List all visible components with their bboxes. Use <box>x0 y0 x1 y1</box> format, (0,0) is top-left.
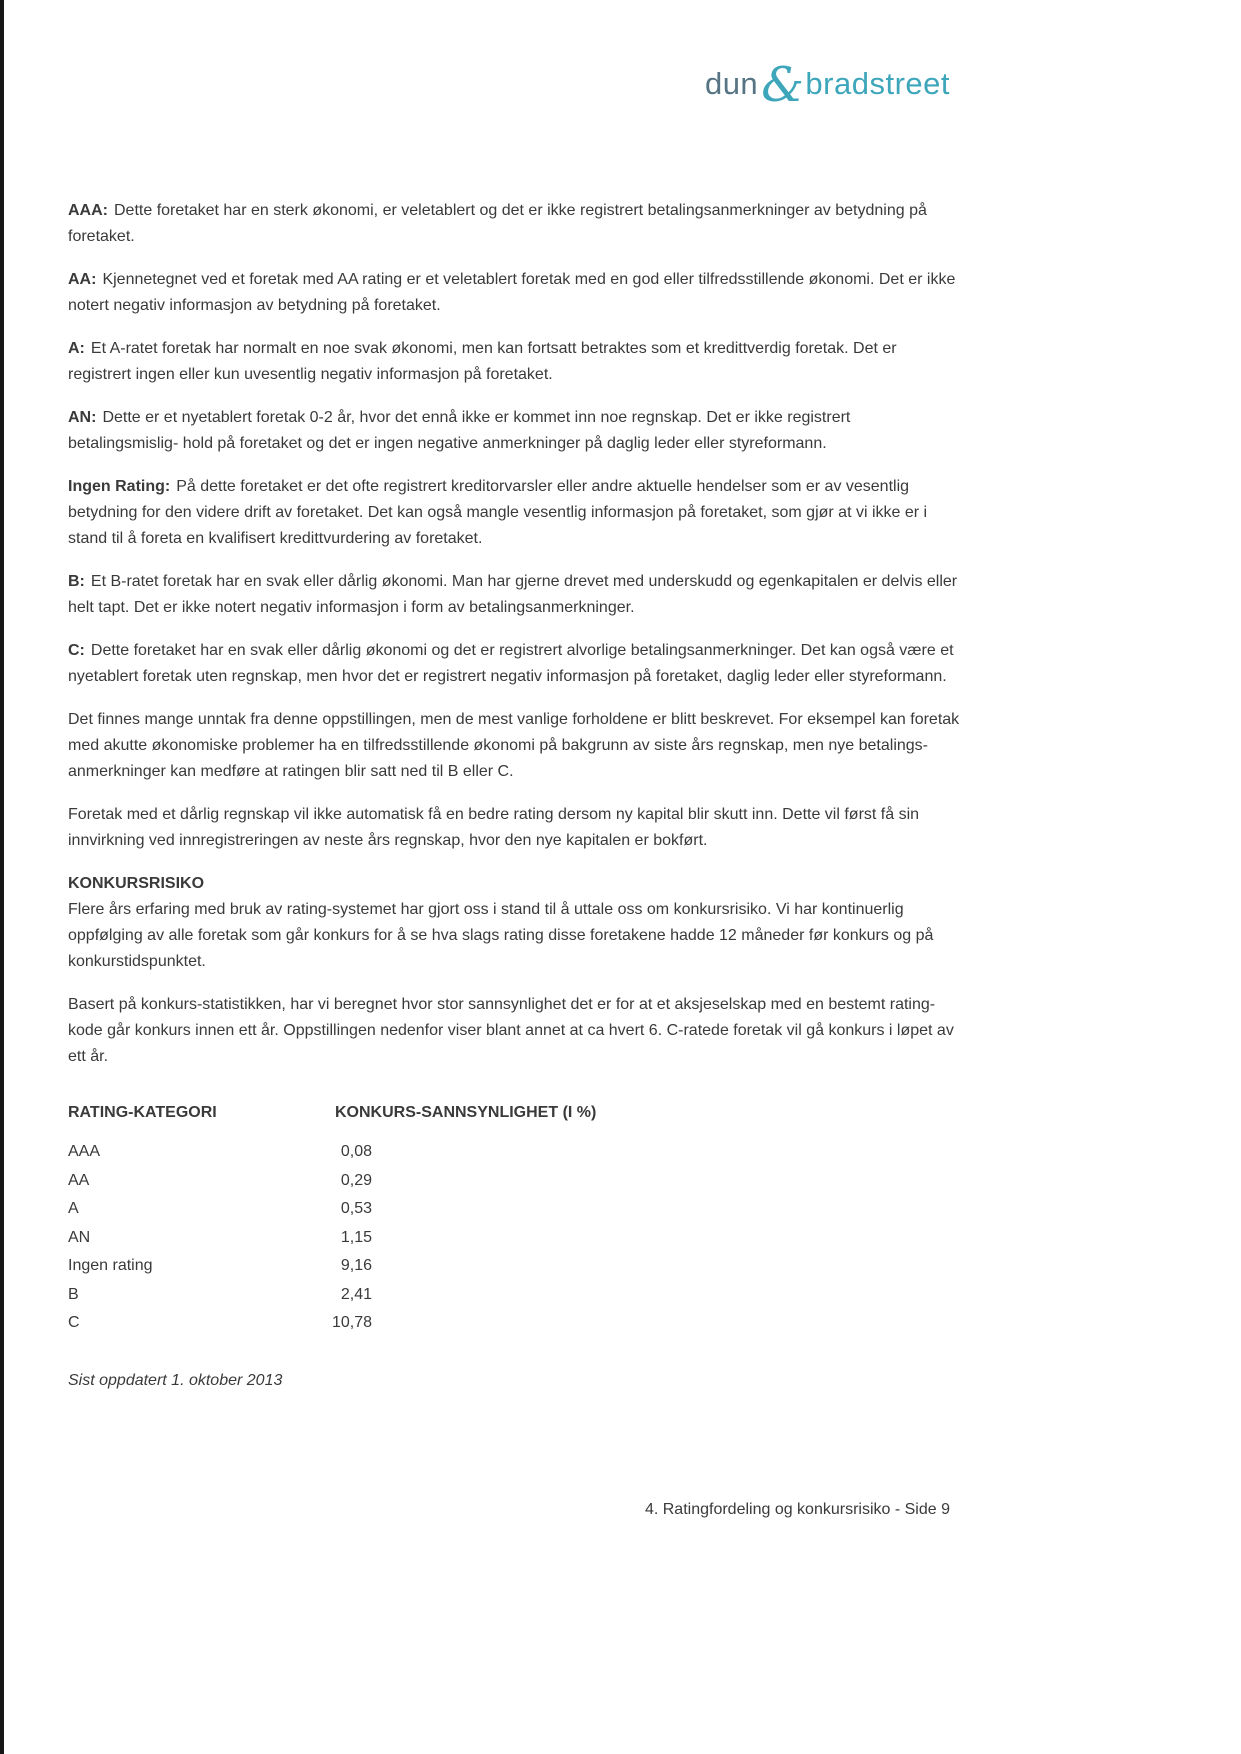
note-paragraph-new-capital <box>68 802 960 854</box>
table-cell-value: 0,53 <box>340 1200 372 1217</box>
logo-text-bradstreet: bradstreet <box>805 66 950 101</box>
paragraph-text: Basert på konkurs-statistikken, har vi beregnet hvor stor sannsynlighet det er for at et aksjeselskap med en bestemt rating-kode går konkurs innen ett år. Oppstillingen nedenfor viser blant annet at ca hvert 6. C-ratede foretak vil gå konkurs i løpet av ett år. <box>68 996 954 1065</box>
page-scan-edge <box>0 0 4 1754</box>
rating-text: Dette foretaket har en svak eller dårlig økonomi og det er registrert alvorlige betalingsanmerkninger. Det kan også være et nyetablert foretak uten regnskap, men hvor det er registrert negativ informasjon på foretaket, daglig leder eller styreformann. <box>68 642 954 685</box>
rating-text: På dette foretaket er det ofte registrert kreditorvarsler eller andre aktuelle hendelser som er av vesentlig betydning for den videre drift av foretaket. Det kan også mangle vesentlig informasjon på foretaket, som gjør at vi ikke er i stand til å foreta en kvalifisert kredittvurdering av foretaket. <box>68 478 928 547</box>
table-cell-value: 10,78 <box>331 1314 372 1331</box>
logo-text-dun: dun <box>704 66 759 101</box>
table-row <box>68 1281 960 1310</box>
rating-paragraph-b <box>68 569 960 621</box>
rating-label: AAA: <box>68 202 108 219</box>
paragraph-text: Foretak med et dårlig regnskap vil ikke automatisk få en bedre rating dersom ny kapital blir skutt inn. Dette vil først få sin innvirkning ved innregistreringen av neste års regnskap, hvor den nye kapitalen er bokført. <box>68 806 920 849</box>
konkursrisiko-section <box>68 871 960 975</box>
rating-text: Et B-ratet foretak har en svak eller dårlig økonomi. Man har gjerne drevet med underskudd og egenkapitalen er delvis eller helt tapt. Det er ikke notert negativ informasjon i form av betalingsanmerkninger. <box>68 573 958 616</box>
note-paragraph-exceptions <box>68 707 960 785</box>
table-row <box>68 1195 960 1224</box>
dun-bradstreet-logo <box>704 57 950 113</box>
rating-paragraph-an <box>68 405 960 457</box>
table-header-row <box>68 1100 960 1126</box>
last-updated-note: Sist oppdatert 1. oktober 2013 <box>68 1371 283 1389</box>
rating-text: Dette foretaket har en sterk økonomi, er veletablert og det er ikke registrert betalingsanmerkninger av betydning på foretaket. <box>68 202 927 245</box>
table-cell-category: A <box>68 1200 79 1217</box>
rating-probability-table <box>68 1100 960 1338</box>
rating-label: Ingen Rating: <box>68 478 171 495</box>
konkursrisiko-heading: KONKURSRISIKO <box>68 875 205 892</box>
rating-paragraph-aaa <box>68 198 960 250</box>
rating-text: Kjennetegnet ved et foretak med AA rating er et veletablert foretak med en god eller tilfredsstillende økonomi. Det er ikke notert negativ informasjon av betydning på foretaket. <box>68 271 956 314</box>
page-footer: 4. Ratingfordeling og konkursrisiko - Side 9 <box>644 1501 950 1518</box>
rating-paragraph-ingen-rating <box>68 474 960 552</box>
logo-ampersand: & <box>761 57 805 113</box>
table-cell-value: 2,41 <box>340 1285 372 1303</box>
rating-paragraph-c <box>68 638 960 690</box>
table-cell-category: C <box>68 1314 80 1331</box>
paragraph-text: Flere års erfaring med bruk av rating-systemet har gjort oss i stand til å uttale oss om konkursrisiko. Vi har kontinuerlig oppfølging av alle foretak som går konkurs for å se hva slags rating disse foretakene hadde 12 måneder før konkurs og på konkurstidspunktet. <box>68 901 934 970</box>
table-cell-value: 9,16 <box>340 1257 372 1274</box>
table-header-category: RATING-KATEGORI <box>68 1104 217 1121</box>
table-header-probability: KONKURS-SANNSYNLIGHET (I %) <box>335 1104 597 1121</box>
rating-label: C: <box>68 642 85 659</box>
rating-text: Dette er et nyetablert foretak 0-2 år, hvor det ennå ikke er kommet inn noe regnskap. Det er ikke registrert betalingsmislig- hold på foretaket og det er ingen negative anmerkninger på daglig leder eller styreformann. <box>68 409 851 452</box>
table-row <box>68 1224 960 1253</box>
konkursrisiko-paragraph-2 <box>68 992 960 1070</box>
rating-label: AA: <box>68 271 97 288</box>
table-cell-category: AAA <box>68 1143 101 1160</box>
rating-paragraph-aa <box>68 267 960 319</box>
table-cell-value: 1,15 <box>340 1228 372 1246</box>
rating-label: A: <box>68 340 85 357</box>
table-cell-category: AN <box>68 1228 91 1246</box>
rating-label: AN: <box>68 409 97 426</box>
paragraph-text: Det finnes mange unntak fra denne oppstillingen, men de mest vanlige forholdene er blitt beskrevet. For eksempel kan foretak med akutte økonomiske problemer ha en tilfredsstillende økonomi på bakgrunn av siste års regnskap, men nye betalings- anmerkninger kan medføre at ratingen blir satt ned til B eller C. <box>68 711 960 780</box>
rating-text: Et A-ratet foretak har normalt en noe svak økonomi, men kan fortsatt betraktes som et kredittverdig foretak. Det er registrert ingen eller kun uvesentlig negativ informasjon på foretaket. <box>68 340 897 383</box>
table-cell-category: B <box>68 1285 79 1303</box>
document-body <box>68 198 960 1410</box>
rating-paragraph-a <box>68 336 960 388</box>
rating-label: B: <box>68 573 85 590</box>
table-row <box>68 1167 960 1196</box>
table-cell-category: Ingen rating <box>68 1257 153 1274</box>
table-cell-category: AA <box>68 1171 90 1189</box>
table-cell-value: 0,08 <box>340 1143 372 1160</box>
table-row <box>68 1252 960 1281</box>
table-row <box>68 1138 960 1167</box>
table-cell-value: 0,29 <box>340 1171 372 1189</box>
table-row <box>68 1309 960 1338</box>
